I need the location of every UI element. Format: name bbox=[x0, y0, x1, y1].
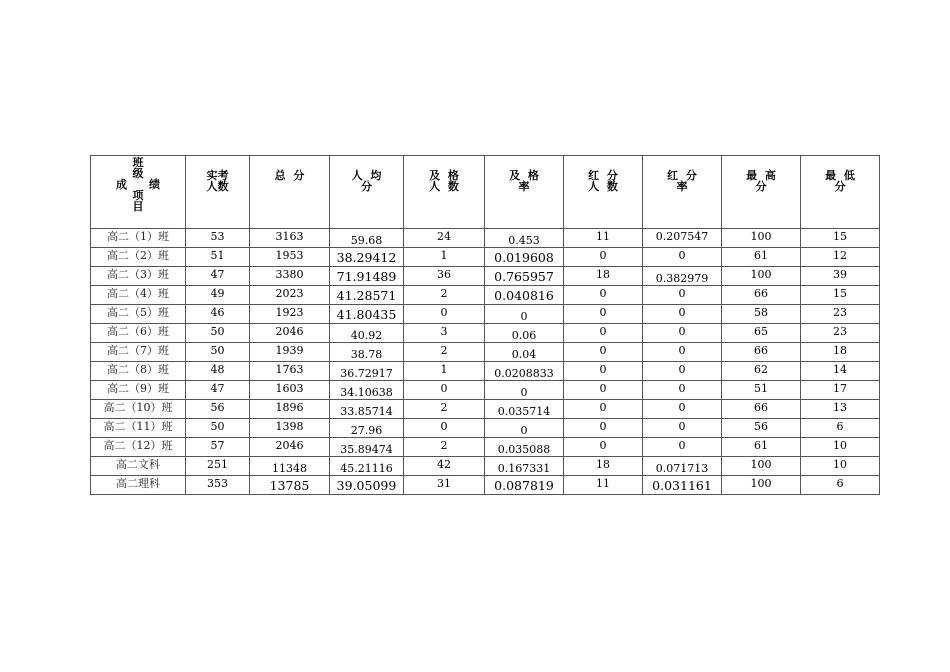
class-name-cell: 高二（5）班 bbox=[91, 305, 186, 324]
table-cell: 0.0208833 bbox=[485, 362, 564, 381]
column-header-line: 及 格 bbox=[429, 169, 459, 182]
table-cell: 0 bbox=[643, 381, 722, 400]
table-cell: 1763 bbox=[250, 362, 330, 381]
table-cell: 2023 bbox=[250, 286, 330, 305]
table-cell: 15 bbox=[801, 229, 880, 248]
class-name-cell: 高二（2）班 bbox=[91, 248, 186, 267]
table-cell: 10 bbox=[801, 438, 880, 457]
table-cell: 0 bbox=[643, 286, 722, 305]
table-cell: 0 bbox=[643, 305, 722, 324]
table-cell: 31 bbox=[404, 476, 485, 495]
table-cell: 2 bbox=[404, 438, 485, 457]
table-cell: 100 bbox=[722, 267, 801, 286]
table-cell: 0 bbox=[643, 438, 722, 457]
table-cell: 33.85714 bbox=[330, 400, 404, 419]
corner-line: 成 绩 bbox=[116, 178, 160, 191]
table-cell: 251 bbox=[186, 457, 250, 476]
table-cell: 2 bbox=[404, 286, 485, 305]
table-cell: 0.019608 bbox=[485, 248, 564, 267]
table-cell: 50 bbox=[186, 324, 250, 343]
table-cell: 0 bbox=[485, 305, 564, 324]
table-cell: 0 bbox=[564, 438, 643, 457]
table-row bbox=[91, 476, 880, 495]
table-row bbox=[91, 343, 880, 362]
table-cell: 24 bbox=[404, 229, 485, 248]
column-header-line: 最 低 bbox=[825, 169, 855, 182]
table-cell: 15 bbox=[801, 286, 880, 305]
column-header-line: 率 bbox=[518, 180, 530, 193]
table-cell: 1923 bbox=[250, 305, 330, 324]
corner-header-cell bbox=[91, 156, 186, 229]
table-cell: 0.167331 bbox=[485, 457, 564, 476]
table-cell: 0 bbox=[643, 419, 722, 438]
table-cell: 23 bbox=[801, 324, 880, 343]
class-name-cell: 高二（9）班 bbox=[91, 381, 186, 400]
column-header-cell bbox=[801, 156, 880, 229]
table-cell: 0.04 bbox=[485, 343, 564, 362]
table-cell: 35.89474 bbox=[330, 438, 404, 457]
corner-line: 目 bbox=[132, 200, 144, 213]
table-row bbox=[91, 400, 880, 419]
table-row bbox=[91, 248, 880, 267]
table-cell: 3163 bbox=[250, 229, 330, 248]
table-cell: 2046 bbox=[250, 438, 330, 457]
class-name-cell: 高二理科 bbox=[91, 476, 186, 495]
column-header-line: 分 bbox=[755, 180, 767, 193]
table-row bbox=[91, 381, 880, 400]
table-cell: 0 bbox=[564, 419, 643, 438]
class-name-cell: 高二（1）班 bbox=[91, 229, 186, 248]
corner-line: 班 bbox=[132, 156, 144, 169]
class-name-cell: 高二文科 bbox=[91, 457, 186, 476]
table-cell: 0.765957 bbox=[485, 267, 564, 286]
table-cell: 36.72917 bbox=[330, 362, 404, 381]
table-row bbox=[91, 305, 880, 324]
table-body bbox=[91, 229, 880, 495]
table-cell: 0 bbox=[564, 381, 643, 400]
table-cell: 0 bbox=[564, 305, 643, 324]
table-cell: 0 bbox=[564, 286, 643, 305]
table-cell: 23 bbox=[801, 305, 880, 324]
table-cell: 0.040816 bbox=[485, 286, 564, 305]
table-cell: 36 bbox=[404, 267, 485, 286]
table-cell: 39 bbox=[801, 267, 880, 286]
table-cell: 45.21116 bbox=[330, 457, 404, 476]
column-header-line: 率 bbox=[676, 180, 688, 193]
table-cell: 42 bbox=[404, 457, 485, 476]
table-cell: 100 bbox=[722, 476, 801, 495]
table-cell: 18 bbox=[564, 267, 643, 286]
table-cell: 2046 bbox=[250, 324, 330, 343]
table-cell: 353 bbox=[186, 476, 250, 495]
table-cell: 0 bbox=[643, 248, 722, 267]
column-header-line: 总 分 bbox=[274, 169, 305, 182]
table-cell: 27.96 bbox=[330, 419, 404, 438]
table-cell: 38.29412 bbox=[330, 248, 404, 267]
column-header-cell bbox=[643, 156, 722, 229]
table-cell: 0.087819 bbox=[485, 476, 564, 495]
corner-line: 项 bbox=[132, 189, 144, 202]
table-cell: 0 bbox=[564, 400, 643, 419]
column-header-line: 人数 bbox=[206, 180, 229, 193]
column-header-line: 人 均 bbox=[351, 169, 382, 182]
table-cell: 47 bbox=[186, 267, 250, 286]
header-row bbox=[91, 156, 880, 229]
column-header-line: 红 分 bbox=[588, 169, 618, 182]
table-cell: 0.035714 bbox=[485, 400, 564, 419]
table-cell: 50 bbox=[186, 343, 250, 362]
table-cell: 6 bbox=[801, 419, 880, 438]
column-header-cell bbox=[564, 156, 643, 229]
table-cell: 48 bbox=[186, 362, 250, 381]
table-cell: 11 bbox=[564, 229, 643, 248]
table-cell: 0 bbox=[404, 419, 485, 438]
class-name-cell: 高二（10）班 bbox=[91, 400, 186, 419]
table-cell: 0 bbox=[564, 324, 643, 343]
table-row bbox=[91, 438, 880, 457]
table-cell: 0.207547 bbox=[643, 229, 722, 248]
table-cell: 3 bbox=[404, 324, 485, 343]
table-cell: 11 bbox=[564, 476, 643, 495]
table-cell: 66 bbox=[722, 343, 801, 362]
table-cell: 3380 bbox=[250, 267, 330, 286]
table-cell: 56 bbox=[186, 400, 250, 419]
table-cell: 2 bbox=[404, 343, 485, 362]
table-cell: 66 bbox=[722, 286, 801, 305]
class-name-cell: 高二（4）班 bbox=[91, 286, 186, 305]
table-cell: 11348 bbox=[250, 457, 330, 476]
table-cell: 2 bbox=[404, 400, 485, 419]
table-cell: 0 bbox=[643, 400, 722, 419]
table-cell: 0.031161 bbox=[643, 476, 722, 495]
table-cell: 10 bbox=[801, 457, 880, 476]
table-cell: 51 bbox=[186, 248, 250, 267]
table-cell: 12 bbox=[801, 248, 880, 267]
table-row bbox=[91, 457, 880, 476]
table-cell: 0 bbox=[485, 381, 564, 400]
table-row bbox=[91, 324, 880, 343]
class-name-cell: 高二（6）班 bbox=[91, 324, 186, 343]
table-row bbox=[91, 362, 880, 381]
table-cell: 57 bbox=[186, 438, 250, 457]
class-name-cell: 高二（3）班 bbox=[91, 267, 186, 286]
table-cell: 0 bbox=[643, 324, 722, 343]
table-cell: 39.05099 bbox=[330, 476, 404, 495]
table-cell: 0.453 bbox=[485, 229, 564, 248]
table-cell: 40.92 bbox=[330, 324, 404, 343]
table-cell: 0.071713 bbox=[643, 457, 722, 476]
table-cell: 46 bbox=[186, 305, 250, 324]
table-cell: 1398 bbox=[250, 419, 330, 438]
table-cell: 65 bbox=[722, 324, 801, 343]
column-header-cell bbox=[186, 156, 250, 229]
table-cell: 1 bbox=[404, 362, 485, 381]
column-header-line: 分 bbox=[361, 180, 372, 193]
table-cell: 34.10638 bbox=[330, 381, 404, 400]
class-name-cell: 高二（12）班 bbox=[91, 438, 186, 457]
table-cell: 61 bbox=[722, 438, 801, 457]
table-cell: 53 bbox=[186, 229, 250, 248]
table-cell: 0 bbox=[404, 381, 485, 400]
table-cell: 1896 bbox=[250, 400, 330, 419]
table-cell: 0.382979 bbox=[643, 267, 722, 286]
table-cell: 14 bbox=[801, 362, 880, 381]
column-header-line: 分 bbox=[834, 180, 846, 193]
table-cell: 0 bbox=[643, 362, 722, 381]
class-name-cell: 高二（11）班 bbox=[91, 419, 186, 438]
table-cell: 1 bbox=[404, 248, 485, 267]
table-cell: 58 bbox=[722, 305, 801, 324]
table-cell: 41.28571 bbox=[330, 286, 404, 305]
grade-statistics-table bbox=[90, 155, 880, 495]
table-cell: 51 bbox=[722, 381, 801, 400]
table-cell: 17 bbox=[801, 381, 880, 400]
table-cell: 41.80435 bbox=[330, 305, 404, 324]
column-header-line: 实考 bbox=[206, 169, 229, 182]
table-cell: 18 bbox=[564, 457, 643, 476]
table-cell: 38.78 bbox=[330, 343, 404, 362]
table-cell: 0 bbox=[404, 305, 485, 324]
table-cell: 0 bbox=[564, 343, 643, 362]
column-header-cell bbox=[330, 156, 404, 229]
table-cell: 1603 bbox=[250, 381, 330, 400]
table-cell: 0.06 bbox=[485, 324, 564, 343]
table-cell: 0 bbox=[564, 362, 643, 381]
column-header-line: 红 分 bbox=[667, 169, 697, 182]
table-cell: 18 bbox=[801, 343, 880, 362]
table-cell: 59.68 bbox=[330, 229, 404, 248]
corner-line: 级 bbox=[132, 167, 144, 180]
column-header-line: 最 高 bbox=[746, 169, 776, 182]
column-header-line: 人 数 bbox=[588, 180, 618, 193]
table-cell: 100 bbox=[722, 457, 801, 476]
table-cell: 71.91489 bbox=[330, 267, 404, 286]
table-cell: 0 bbox=[564, 248, 643, 267]
table-cell: 0.035088 bbox=[485, 438, 564, 457]
table-row bbox=[91, 419, 880, 438]
table-cell: 100 bbox=[722, 229, 801, 248]
table-cell: 6 bbox=[801, 476, 880, 495]
table-cell: 49 bbox=[186, 286, 250, 305]
table-cell: 56 bbox=[722, 419, 801, 438]
table-cell: 0 bbox=[643, 343, 722, 362]
column-header-cell bbox=[722, 156, 801, 229]
column-header-cell bbox=[485, 156, 564, 229]
table-cell: 0 bbox=[485, 419, 564, 438]
column-header-line: 及 格 bbox=[509, 169, 539, 182]
table-cell: 62 bbox=[722, 362, 801, 381]
column-header-cell bbox=[404, 156, 485, 229]
table-cell: 47 bbox=[186, 381, 250, 400]
table-row bbox=[91, 286, 880, 305]
table-cell: 1939 bbox=[250, 343, 330, 362]
column-header-line: 人 数 bbox=[429, 180, 459, 193]
table-cell: 13785 bbox=[250, 476, 330, 495]
table-cell: 13 bbox=[801, 400, 880, 419]
table-cell: 66 bbox=[722, 400, 801, 419]
class-name-cell: 高二（8）班 bbox=[91, 362, 186, 381]
column-header-cell bbox=[250, 156, 330, 229]
table-row bbox=[91, 267, 880, 286]
table-cell: 50 bbox=[186, 419, 250, 438]
table-cell: 61 bbox=[722, 248, 801, 267]
table-row bbox=[91, 229, 880, 248]
table-cell: 1953 bbox=[250, 248, 330, 267]
class-name-cell: 高二（7）班 bbox=[91, 343, 186, 362]
